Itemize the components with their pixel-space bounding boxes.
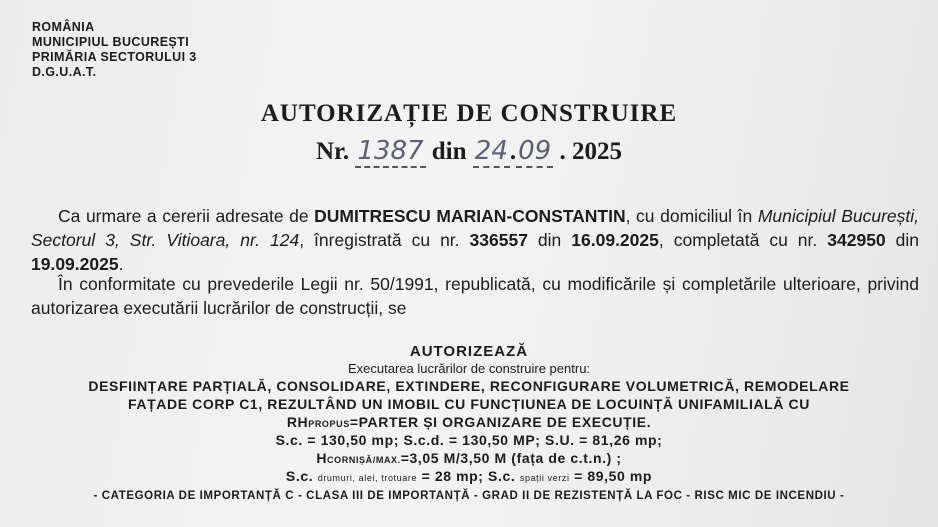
roads-symbol: S.c. [285, 468, 314, 484]
text-segment: din [885, 230, 920, 250]
header-city-hall: PRIMĂRIA SECTORULUI 3 [32, 50, 197, 64]
importance-category-line: - CATEGORIA DE IMPORTANȚĂ C - CLASA III DE IMPORTANȚĂ - GRAD II DE REZISTENȚĂ LA FOC - RISC MIC DE INCENDIU - [93, 490, 845, 502]
rh-value: =PARTER ȘI ORGANIZARE DE EXECUȚIE. [349, 414, 652, 430]
text-segment: Ca urmare a cererii adresate de [58, 206, 315, 226]
legal-basis-paragraph: În conformitate cu prevederile Legii nr. 50/1991, republicată, cu modificările și completările ulterioare, privind autorizarea executării lucrărilor de construcții, se [31, 274, 919, 318]
din-label: din [431, 138, 467, 165]
registration-number: 336557 [469, 230, 528, 250]
works-line-1: DESFIINȚARE PARȚIALĂ, CONSOLIDARE, EXTINDERE, RECONFIGURARE VOLUMETRICĂ, REMODELARE [88, 378, 850, 394]
height-line [0, 450, 938, 466]
header-country: ROMÂNIA [32, 20, 95, 34]
authorizes-heading: AUTORIZEAZĂ [409, 343, 529, 360]
issue-year: . 2025 [559, 138, 622, 165]
green-value: = 89,50 mp [569, 468, 653, 484]
authorization-number-line: Nr. 1387 din 24.09 . 2025 [316, 136, 622, 166]
green-subscript: spații verzi [519, 473, 570, 483]
height-value: =3,05 M/3,50 M (fața de c.t.n.) ; [400, 450, 622, 466]
green-symbol: S.c. [488, 468, 516, 484]
document-title: AUTORIZAȚIE DE CONSTRUIRE [260, 100, 678, 127]
handwritten-month: 09 [518, 136, 552, 166]
surfaces-line: S.c. = 130,50 mp; S.c.d. = 130,50 MP; S.U. = 81,26 mp; [275, 432, 663, 448]
handwritten-day: 24 [474, 136, 508, 166]
height-symbol: H [316, 450, 328, 466]
text-segment: din [527, 230, 572, 250]
text-segment: , completată cu nr. [658, 230, 828, 250]
nr-prefix: Nr. [316, 138, 350, 165]
request-paragraph [31, 204, 919, 276]
text-segment: , cu domiciliul în [625, 206, 758, 226]
roads-subscript: drumuri, alei, trotuare [317, 473, 418, 483]
height-subscript: CORNIȘĂ/MAX. [327, 455, 401, 465]
header-municipality: MUNICIPIUL BUCUREȘTI [32, 35, 190, 49]
applicant-address: Municipiul București, Sectorul 3, Str. Vitioara, nr. 124 [31, 206, 920, 250]
completion-number: 342950 [827, 230, 886, 250]
completion-date: 19.09.2025 [31, 254, 119, 274]
rh-symbol: RH [286, 414, 309, 430]
registration-date: 16.09.2025 [571, 230, 659, 250]
roads-greenery-line [0, 468, 938, 484]
rh-subscript: PROPUS [308, 419, 350, 429]
header-department: D.G.U.A.T. [32, 65, 97, 79]
applicant-name: DUMITRESCU MARIAN-CONSTANTIN [314, 206, 626, 226]
works-line-2: FAȚADE CORP C1, REZULTÂND UN IMOBIL CU FUNCȚIUNEA DE LOCUINȚĂ UNIFAMILIALĂ CU [128, 396, 810, 412]
handwritten-number: 1387 [357, 136, 424, 166]
issuer-header [32, 20, 197, 80]
works-intro: Executarea lucrărilor de construire pentru: [347, 361, 591, 376]
text-segment: . [118, 254, 124, 274]
text-segment: , înregistrată cu nr. [299, 230, 470, 250]
works-line-3 [0, 414, 938, 430]
roads-value: = 28 mp; [417, 468, 489, 484]
